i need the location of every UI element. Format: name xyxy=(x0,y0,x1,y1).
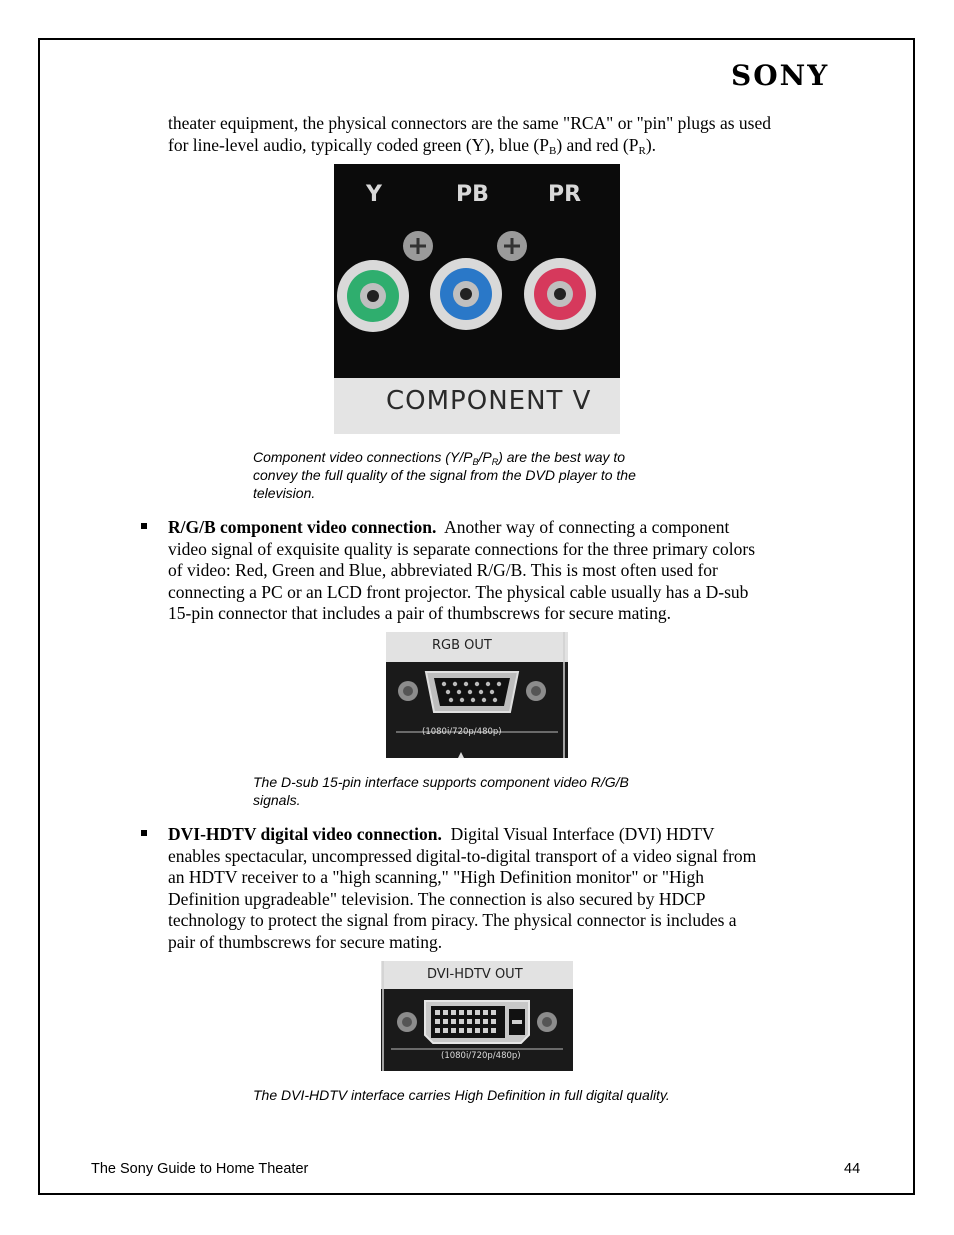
caption2-line-1: The D-sub 15-pin interface supports component video R/G/B xyxy=(253,774,629,790)
figure3-caption xyxy=(253,1086,753,1104)
rgb-line-3: of video: Red, Green and Blue, abbreviated R/G/B. This is most often used for xyxy=(168,560,718,581)
caption1-mid: /P xyxy=(478,449,492,465)
caption2-line-2: signals. xyxy=(253,792,301,808)
dvi-line-2: enables spectacular, uncompressed digital-to-digital transport of a video signal from xyxy=(168,845,757,866)
dvi-line-6: pair of thumbscrews for secure mating. xyxy=(168,931,443,952)
caption1-pre: Component video connections (Y/P xyxy=(253,449,473,465)
component-connectors-photo xyxy=(334,164,620,434)
dvi-hdtv-out-photo xyxy=(381,961,573,1071)
rgb-bullet-paragraph xyxy=(168,517,828,625)
footer-page-number: 44 xyxy=(844,1161,861,1177)
component-label-text: COMPONENT V xyxy=(386,386,592,416)
rgb-line-4: connecting a PC or an LCD front projector. The physical cable usually has a D-sub xyxy=(168,581,749,602)
intro-line-2-mid: ) and red (P xyxy=(556,134,639,155)
dvi-line-3: an HDTV receiver to a "high scanning," "High Definition monitor" or "High xyxy=(168,867,704,888)
intro-sub-r: R xyxy=(638,144,646,157)
rgb-line-1: Another way of connecting a component xyxy=(444,517,730,537)
dvi-line-4: Definition upgradeable" television. The connection is also secured by HDCP xyxy=(168,888,706,909)
rgb-resolution-text: (1080i/720p/480p) xyxy=(422,727,502,737)
jack-pb-icon xyxy=(430,258,502,330)
bullet-marker xyxy=(141,830,147,836)
rgb-line-5: 15-pin connector that includes a pair of thumbscrews for secure mating. xyxy=(168,603,671,624)
caption1-post: ) are the best way to xyxy=(498,449,626,465)
dvi-line-5: technology to protect the signal from piracy. The physical connector is includes a xyxy=(168,910,737,931)
dvi-bullet-paragraph xyxy=(168,824,828,954)
caption1-sub-r: R xyxy=(491,457,499,467)
caption1-sub-b: B xyxy=(472,457,479,467)
sony-logo: SONY xyxy=(731,59,830,92)
dvi-bullet-title: DVI-HDTV digital video connection. xyxy=(168,824,442,844)
label-y: Y xyxy=(366,182,382,207)
rgb-line-2: video signal of exquisite quality is separate connections for the three primary colors xyxy=(168,538,756,559)
jack-pr-icon xyxy=(524,258,596,330)
caption3-text: The DVI-HDTV interface carries High Definition in full digital quality. xyxy=(253,1087,670,1103)
dsub-connector-icon xyxy=(386,632,568,758)
figure1-caption xyxy=(253,448,703,502)
intro-paragraph xyxy=(168,113,828,156)
intro-sub-b: B xyxy=(548,144,557,157)
rgb-out-photo xyxy=(386,632,568,758)
jack-y-icon xyxy=(337,260,409,332)
label-pr: PR xyxy=(548,182,582,207)
footer-title: The Sony Guide to Home Theater xyxy=(91,1161,309,1177)
rgb-bullet-title: R/G/B component video connection. xyxy=(168,517,437,537)
label-pb: PB xyxy=(456,182,489,207)
dvi-resolution-text: (1080i/720p/480p) xyxy=(441,1051,521,1061)
intro-line-2-pre: for line-level audio, typically coded green (Y), blue (P xyxy=(168,134,549,155)
figure2-caption xyxy=(253,773,703,809)
intro-line-1: theater equipment, the physical connectors are the same "RCA" or "pin" plugs as used xyxy=(168,113,771,133)
rgb-head-text: RGB OUT xyxy=(432,638,492,653)
dvi-line-1: Digital Visual Interface (DVI) HDTV xyxy=(450,824,715,844)
caption1-line-2: convey the full quality of the signal from the DVD player to the xyxy=(253,467,636,483)
caption1-line-3: television. xyxy=(253,485,316,501)
intro-line-2-post: ). xyxy=(645,134,657,155)
bullet-marker xyxy=(141,523,147,529)
dvi-head-text: DVI-HDTV OUT xyxy=(427,967,523,982)
